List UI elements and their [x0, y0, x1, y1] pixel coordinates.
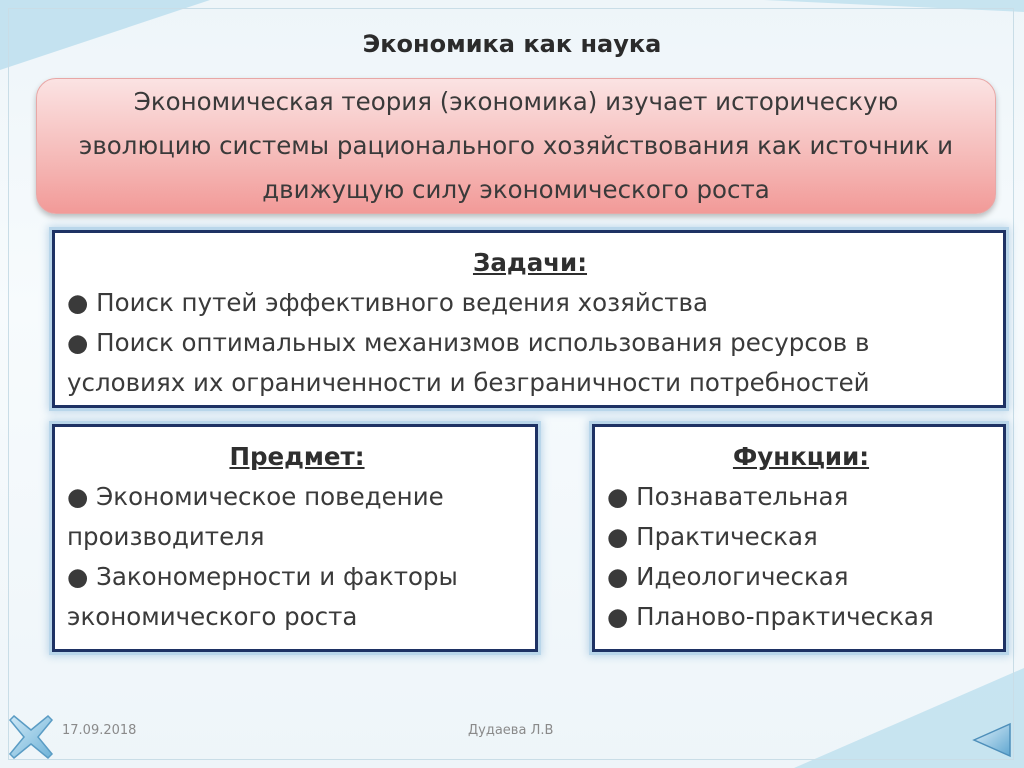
subject-item-continuation: производителя: [67, 522, 265, 551]
functions-item: ● Практическая: [607, 522, 818, 551]
subject-item: ● Закономерности и факторы: [67, 562, 458, 591]
footer-author: Дудаева Л.В: [468, 723, 554, 738]
back-arrow-icon[interactable]: [968, 720, 1016, 760]
functions-item: ● Идеологическая: [607, 562, 849, 591]
tasks-item: ● Поиск путей эффективного ведения хозяйства: [67, 288, 708, 317]
functions-box: [592, 424, 1006, 652]
functions-item: ● Познавательная: [607, 482, 849, 511]
tasks-item-continuation: условиях их ограниченности и безграничности потребностей: [67, 368, 870, 397]
tasks-heading: Задачи:: [472, 248, 588, 277]
definition-text: Экономическая теория (экономика) изучает историческую эволюцию системы рационального хозяйствования как источник и движущую силу экономического роста: [78, 87, 954, 204]
subject-item: ● Экономическое поведение: [67, 482, 444, 511]
slide-title: Экономика как наука: [362, 30, 662, 58]
cross-home-icon[interactable]: [6, 712, 56, 762]
functions-heading: Функции:: [732, 442, 870, 471]
definition-box: [36, 78, 996, 214]
tasks-item: ● Поиск оптимальных механизмов использования ресурсов в: [67, 328, 870, 357]
tasks-box: [52, 230, 1006, 408]
footer-date: 17.09.2018: [62, 723, 137, 738]
subject-box: [52, 424, 538, 652]
functions-item: ● Планово-практическая: [607, 602, 934, 631]
subject-item-continuation: экономического роста: [67, 602, 358, 631]
subject-heading: Предмет:: [229, 442, 365, 471]
